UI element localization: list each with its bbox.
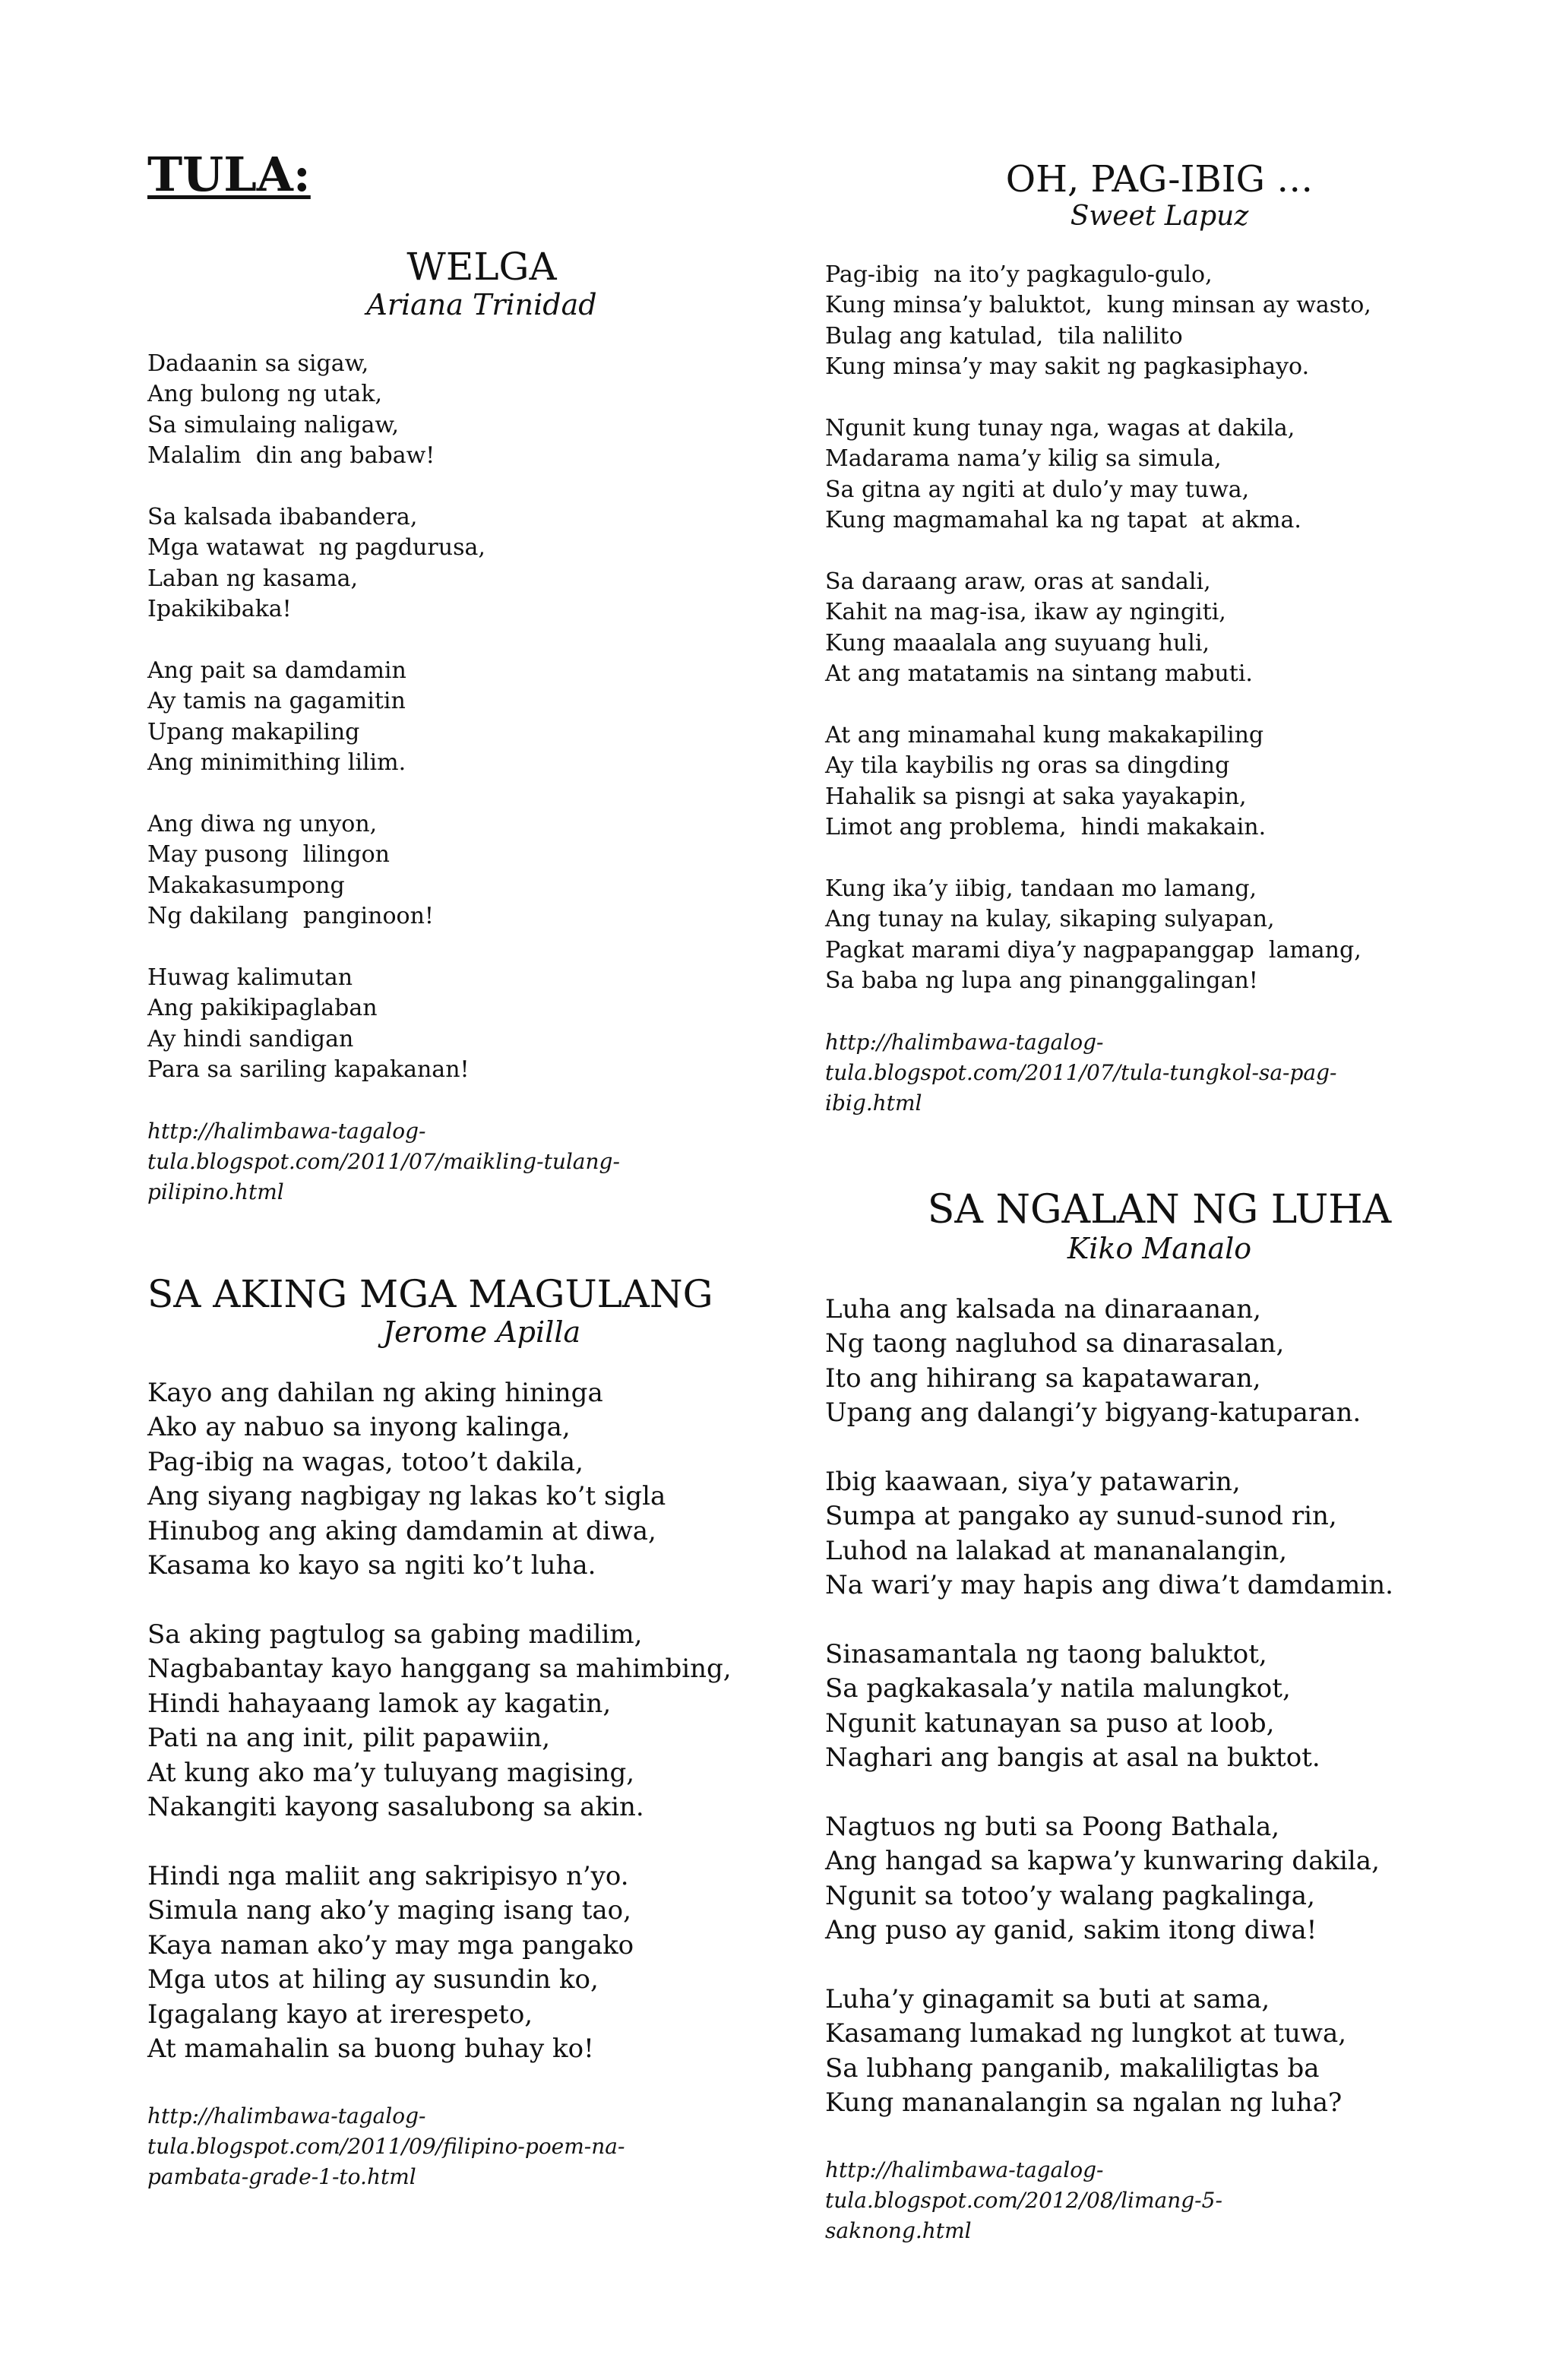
source-link-line[interactable]: saknong.html	[825, 2217, 972, 2243]
stanza	[825, 413, 1494, 536]
poem-body	[147, 349, 816, 1086]
poem-line: Sa daraang araw, oras at sandali,	[825, 568, 1211, 595]
poem-title: WELGA	[406, 245, 557, 289]
poem-line: Kung ika’y iibig, tandaan mo lamang,	[825, 875, 1257, 902]
poem-line: Ito ang hihirang sa kapatawaran,	[825, 1362, 1261, 1394]
poem-line: Upang ang dalangi’y bigyang-katuparan.	[825, 1397, 1362, 1429]
poem-line: Kung magmamahal ka ng tapat at akma.	[825, 507, 1301, 534]
poem-author: Ariana Trinidad	[366, 288, 597, 321]
stanza	[147, 656, 816, 779]
stanza	[147, 1376, 816, 1584]
poem-author: Kiko Manalo	[1067, 1232, 1252, 1266]
poem-line: Ipakikibaka!	[147, 596, 292, 623]
poem-line: Ay hindi sandigan	[147, 1025, 354, 1052]
poem-author: Sweet Lapuz	[1070, 200, 1249, 232]
poem-line: Hindi hahayaang lamok ay kagatin,	[147, 1688, 612, 1719]
poem-line: Pag-ibig na ito’y pagkagulo-gulo,	[825, 261, 1213, 288]
source-link-line[interactable]: pilipino.html	[147, 1179, 284, 1204]
poem-line: Hahalik sa pisngi at saka yayakapin,	[825, 783, 1247, 810]
poem-line: Huwag kalimutan	[147, 964, 353, 991]
stanza	[825, 1638, 1494, 1776]
poem-line: At ang minamahal kung makakapiling	[825, 721, 1264, 748]
source-link-line[interactable]: tula.blogspot.com/2011/09/filipino-poem-na-	[147, 2133, 625, 2159]
poem-line: Ay tila kaybilis ng oras sa dingding	[825, 752, 1230, 780]
poem-line: Na wari’y may hapis ang diwa’t damdamin.	[825, 1570, 1393, 1601]
poem-line: Hinubog ang aking damdamin at diwa,	[147, 1515, 656, 1546]
poem-line: Naghari ang bangis at asal na buktot.	[825, 1742, 1320, 1774]
poem-title: SA AKING MGA MAGULANG	[147, 1272, 713, 1316]
poem-line: Dadaanin sa sigaw,	[147, 350, 369, 377]
stanza	[825, 567, 1494, 690]
source-link-line[interactable]: tula.blogspot.com/2012/08/limang-5-	[825, 2187, 1222, 2213]
poem-title: OH, PAG-IBIG …	[1005, 158, 1314, 201]
stanza	[825, 260, 1494, 383]
poem-line: Ang pakikipaglaban	[147, 995, 378, 1022]
poem-body	[147, 1376, 816, 2067]
poem-line: Ang siyang nagbigay ng lakas ko’t sigla	[147, 1481, 666, 1512]
poem-line: At kung ako ma’y tuluyang magising,	[147, 1757, 635, 1788]
left-column	[147, 147, 816, 2189]
poem-line: Sa gitna ay ngiti at dulo’y may tuwa,	[825, 476, 1250, 503]
poem-line: Malalim din ang babaw!	[147, 442, 435, 470]
poem-line: Mga watawat ng pagdurusa,	[147, 534, 485, 562]
source-link-line[interactable]: tula.blogspot.com/2011/07/maikling-tulang-	[147, 1148, 620, 1174]
poem-line: Upang makapiling	[147, 718, 360, 745]
poem-line: Sa baba ng lupa ang pinanggalingan!	[825, 967, 1258, 995]
poem-body	[825, 1293, 1494, 2121]
poem-line: Sa aking pagtulog sa gabing madilim,	[147, 1619, 643, 1650]
stanza	[147, 963, 816, 1086]
stanza	[147, 1859, 816, 2067]
poem-line: Sinasamantala ng taong baluktot,	[825, 1638, 1267, 1669]
stanza	[825, 1983, 1494, 2121]
poem-welga	[147, 246, 816, 1207]
source-link[interactable]	[147, 2101, 816, 2192]
source-link-line[interactable]: http://halimbawa-tagalog-	[825, 1029, 1104, 1055]
page-heading: TULA:	[147, 147, 311, 202]
poem-line: May pusong lilingon	[147, 841, 390, 869]
poem-line: Limot ang problema, hindi makakain.	[825, 814, 1267, 841]
poem-line: Ngunit sa totoo’y walang pagkalinga,	[825, 1880, 1315, 1911]
poem-line: Igagalang kayo at irerespeto,	[147, 1999, 533, 2030]
stanza	[825, 720, 1494, 843]
poem-line: Ang pait sa damdamin	[147, 657, 406, 684]
poem-line: At mamahalin sa buong buhay ko!	[147, 2033, 594, 2065]
poem-line: Sa lubhang panganib, makaliligtas ba	[825, 2052, 1320, 2084]
poem-line: Kasamang lumakad ng lungkot at tuwa,	[825, 2018, 1347, 2049]
poem-line: Ngunit katunayan sa puso at loob,	[825, 1707, 1275, 1739]
source-link-line[interactable]: http://halimbawa-tagalog-	[147, 1118, 426, 1144]
poem-line: Kasama ko kayo sa ngiti ko’t luha.	[147, 1550, 596, 1581]
stanza	[825, 1465, 1494, 1603]
poem-line: Luha’y ginagamit sa buti at sama,	[825, 1983, 1270, 2014]
poem-line: Ibig kaawaan, siya’y patawarin,	[825, 1466, 1241, 1497]
poem-line: Ngunit kung tunay nga, wagas at dakila,	[825, 414, 1295, 442]
poem-line: Bulag ang katulad, tila nalilito	[825, 322, 1183, 350]
poem-line: Para sa sariling kapakanan!	[147, 1056, 470, 1084]
stanza	[147, 1618, 816, 1825]
poem-line: Nagbabantay kayo hanggang sa mahimbing,	[147, 1654, 732, 1685]
poem-line: Nakangiti kayong sasalubong sa akin.	[147, 1792, 644, 1823]
poem-line: Makakasumpong	[147, 872, 345, 899]
poem-line: At ang matatamis na sintang mabuti.	[825, 660, 1253, 688]
stanza	[147, 809, 816, 932]
poem-line: Ang minimithing lilim.	[147, 749, 406, 777]
stanza	[825, 874, 1494, 997]
source-link-line[interactable]: http://halimbawa-tagalog-	[147, 2103, 426, 2128]
poem-line: Ang diwa ng unyon,	[147, 810, 378, 837]
poem-line: Luhod na lalakad at mananalangin,	[825, 1535, 1288, 1566]
poem-line: Sa simulaing naligaw,	[147, 411, 400, 438]
poem-line: Sa kalsada ibabandera,	[147, 503, 418, 530]
source-link[interactable]	[825, 2155, 1494, 2246]
poem-line: Laban ng kasama,	[147, 565, 359, 592]
poem-line: Nagtuos ng buti sa Poong Bathala,	[825, 1811, 1280, 1842]
poem-oh-pag-ibig	[825, 160, 1494, 1119]
source-link[interactable]	[147, 1116, 816, 1207]
poem-line: Ang bulong ng utak,	[147, 381, 383, 408]
poem-line: Kung mananalangin sa ngalan ng luha?	[825, 2087, 1343, 2119]
poem-line: Pag-ibig na wagas, totoo’t dakila,	[147, 1446, 584, 1477]
stanza	[147, 349, 816, 472]
poem-line: Ang puso ay ganid, sakim itong diwa!	[825, 1915, 1317, 1946]
source-link-line[interactable]: ibig.html	[825, 1090, 922, 1116]
poem-line: Kaya naman ako’y may mga pangako	[147, 1929, 634, 1961]
stanza	[147, 502, 816, 625]
poem-line: Ay tamis na gagamitin	[147, 688, 406, 715]
poem-line: Sumpa at pangako ay sunud-sunod rin,	[825, 1501, 1337, 1532]
poem-line: Pati na ang init, pilit papawiin,	[147, 1723, 551, 1754]
source-link-line[interactable]: http://halimbawa-tagalog-	[825, 2157, 1104, 2182]
poem-line: Ng taong nagluhod sa dinarasalan,	[825, 1328, 1285, 1359]
poem-line: Hindi nga maliit ang sakripisyo n’yo.	[147, 1860, 629, 1891]
poem-line: Kung maaalala ang suyuang huli,	[825, 629, 1210, 657]
poem-line: Simula nang ako’y maging isang tao,	[147, 1895, 631, 1926]
poem-line: Kung minsa’y baluktot, kung minsan ay wasto,	[825, 292, 1371, 319]
poem-line: Madarama nama’y kilig sa simula,	[825, 445, 1222, 473]
stanza	[825, 1293, 1494, 1431]
source-link-line[interactable]: tula.blogspot.com/2011/07/tula-tungkol-sa-pag-	[825, 1059, 1337, 1085]
poem-line: Kung minsa’y may sakit ng pagkasiphayo.	[825, 353, 1310, 381]
poem-line: Ako ay nabuo sa inyong kalinga,	[147, 1412, 571, 1443]
poem-title: SA NGALAN NG LUHA	[927, 1187, 1392, 1233]
source-link-line[interactable]: pambata-grade-1-to.html	[147, 2163, 416, 2189]
poem-line: Ang hangad sa kapwa’y kunwaring dakila,	[825, 1846, 1380, 1877]
source-link[interactable]	[825, 1027, 1494, 1119]
poem-line: Kayo ang dahilan ng aking hininga	[147, 1377, 603, 1408]
poem-line: Ng dakilang panginoon!	[147, 903, 434, 930]
poem-line: Ang tunay na kulay, sikaping sulyapan,	[825, 906, 1275, 933]
poem-sa-ngalan-ng-luha	[825, 1188, 1494, 2246]
poem-author: Jerome Apilla	[382, 1315, 581, 1349]
poem-sa-aking-mga-magulang	[147, 1274, 816, 2192]
poem-line: Kahit na mag-isa, ikaw ay ngingiti,	[825, 599, 1226, 626]
poem-line: Luha ang kalsada na dinaraanan,	[825, 1293, 1261, 1325]
poem-line: Sa pagkakasala’y natila malungkot,	[825, 1673, 1291, 1704]
poem-body	[825, 260, 1494, 997]
stanza	[825, 1810, 1494, 1948]
poem-line: Mga utos at hiling ay susundin ko,	[147, 1964, 599, 1995]
poem-line: Pagkat marami diya’y nagpapanggap lamang,	[825, 936, 1362, 964]
